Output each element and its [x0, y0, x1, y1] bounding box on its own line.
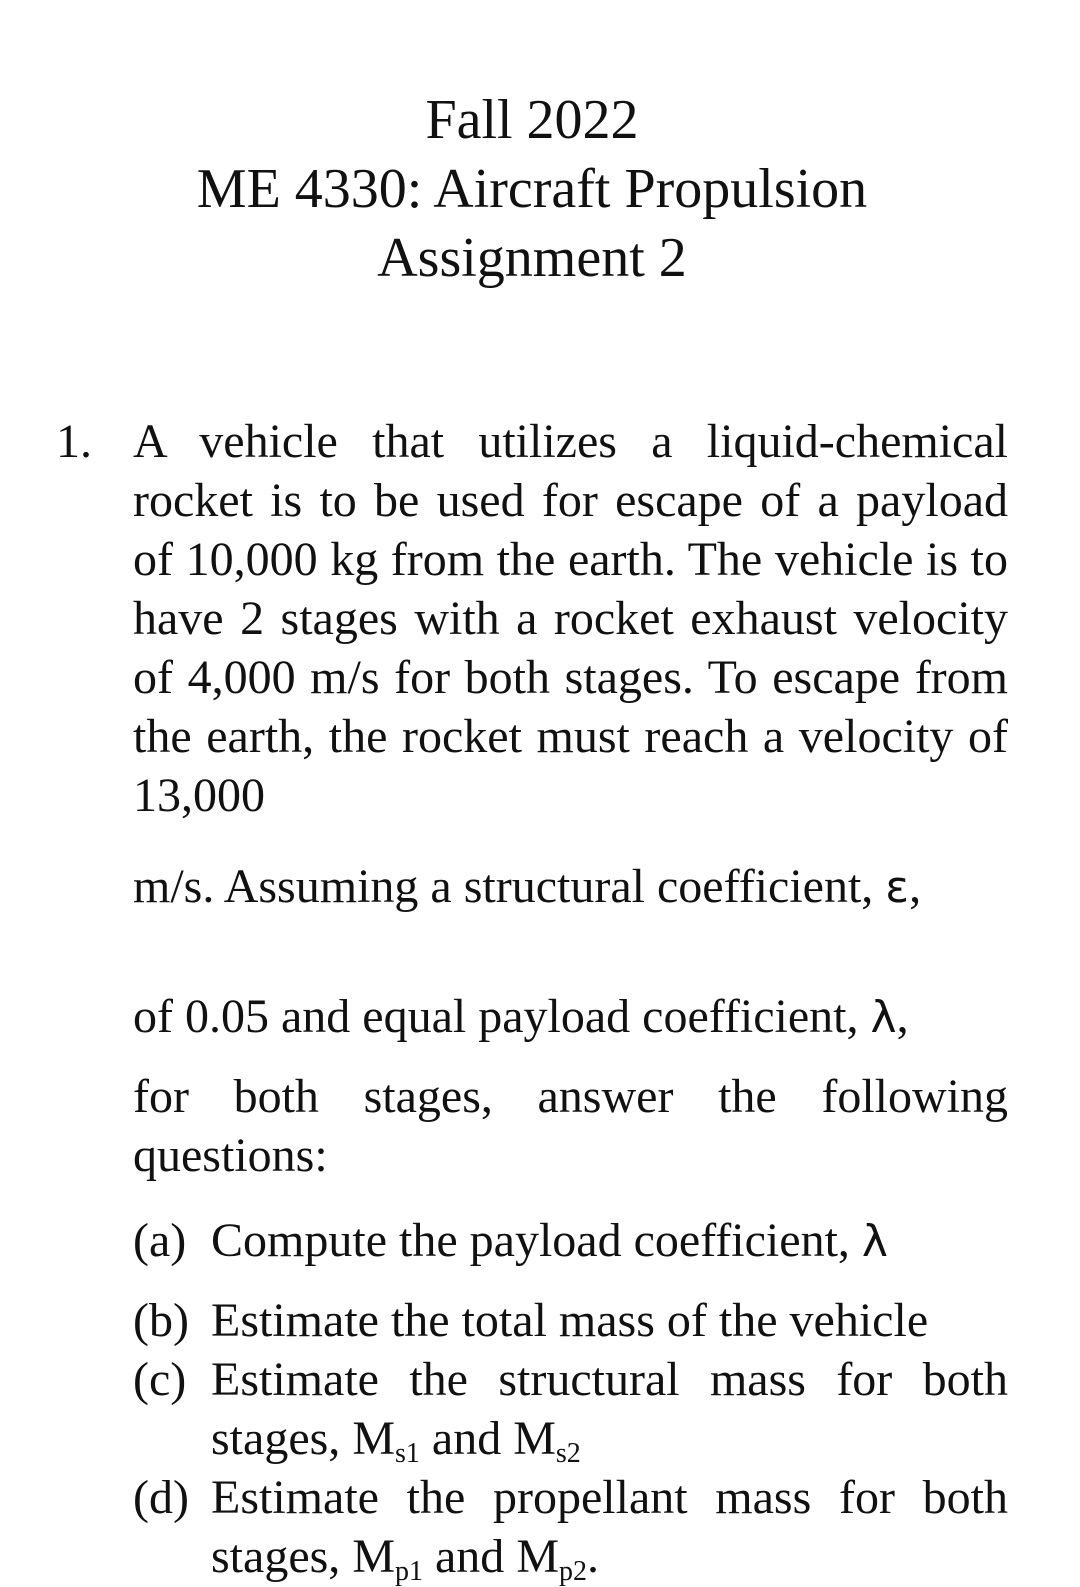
subquestion-a	[133, 1211, 1008, 1271]
course-title: ME 4330: Aircraft Propulsion	[196, 158, 868, 220]
subscript: s1	[395, 1438, 420, 1469]
subquestion-label: (d)	[133, 1471, 189, 1524]
problem-number: 1.	[56, 415, 92, 468]
subquestion-text: Estimate the structural mass for both stages,	[211, 1353, 1008, 1465]
conjunction: and	[435, 1530, 505, 1583]
subquestion-d: (d) Estimate the propellant mass for both stages, $M_{p1}$ and $M_{p2}$.	[133, 1468, 1008, 1586]
problem-statement: A vehicle that utilizes a liquid-chemical rocket is to be used for escape of a payload of 10,000 kg from the earth. The vehicle is to have 2 stages with a rocket exhaust velocity of 4,000 m/s for both stages. To escape from the earth, the rocket must reach a velocity of 13,000	[133, 415, 1008, 822]
structural-coefficient-line: m/s. Assuming a structural coefficient, ε,	[133, 860, 922, 913]
term-title: Fall 2022	[425, 89, 639, 151]
epsilon-symbol: ε	[885, 862, 910, 913]
instructions-text: for both stages, answer the following questions:	[133, 1070, 1008, 1182]
mass-symbol: M	[516, 1530, 559, 1583]
payload-coefficient-line: of 0.05 and equal payload coefficient, λ,	[133, 990, 909, 1043]
subquestion-c	[133, 1350, 1008, 1468]
subquestion-text: Estimate the propellant mass for both stages,	[211, 1471, 1008, 1583]
subquestion-text: Estimate the total mass of the vehicle	[211, 1294, 929, 1347]
conjunction: and	[431, 1412, 502, 1465]
structural-coefficient-text: m/s. Assuming a structural coefficient,	[133, 860, 874, 913]
subquestion-b	[133, 1291, 1008, 1350]
lambda-symbol: λ	[870, 992, 897, 1043]
mass-symbol: M	[513, 1412, 556, 1465]
problem-1	[56, 412, 1008, 1586]
subquestion-label: (a)	[133, 1214, 187, 1267]
subscript: s2	[555, 1438, 581, 1469]
problem-body	[133, 412, 1008, 1586]
subquestion-text: Compute the payload coefficient,	[211, 1214, 850, 1267]
lambda-symbol: λ	[861, 1216, 888, 1267]
subquestion-list	[133, 1211, 1008, 1586]
subquestion-label: (c)	[133, 1353, 187, 1406]
mass-symbol: M	[352, 1530, 395, 1583]
subscript: p2	[559, 1556, 587, 1587]
subquestion-label: (b)	[133, 1294, 189, 1347]
subscript: p1	[395, 1556, 423, 1587]
assignment-title: Assignment 2	[377, 227, 687, 289]
payload-coefficient-text: of 0.05 and equal payload coefficient,	[133, 990, 859, 1043]
assignment-header	[0, 86, 1064, 293]
mass-symbol: M	[352, 1412, 395, 1465]
